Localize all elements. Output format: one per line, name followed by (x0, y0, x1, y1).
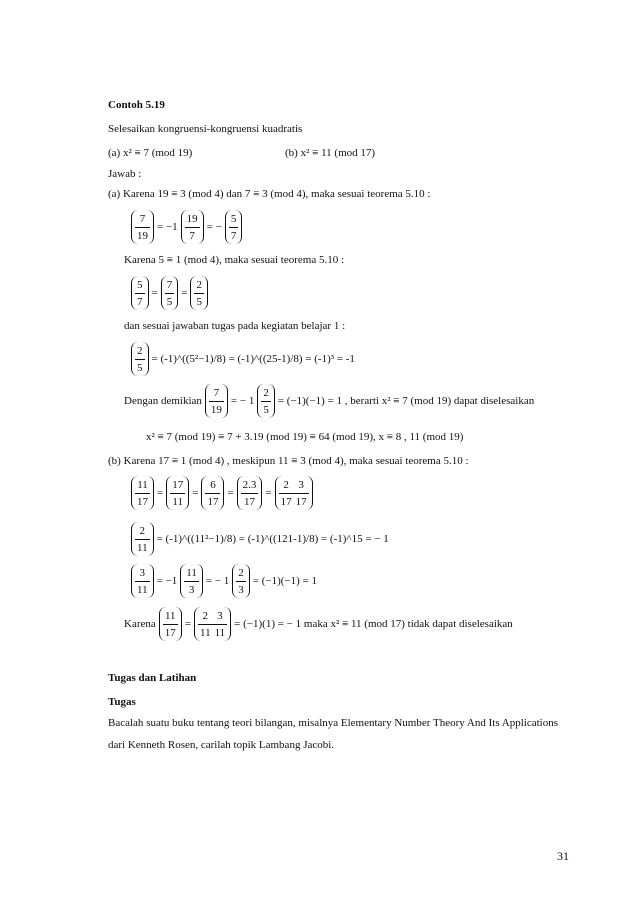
example-heading: Contoh 5.19 (108, 99, 165, 111)
problem-b: (b) x² ≡ 11 (mod 17) (285, 147, 376, 159)
page-number: 31 (557, 849, 569, 863)
part-a-line: (a) Karena 19 ≡ 3 (mod 4) dan 7 ≡ 3 (mod 4), maka sesuai teorema 5.10 : (108, 188, 431, 200)
conclusion-a: Dengan demikian $\frac{7}{19}$ = − 1 $\frac{2}{5}$ = (−1)(−1) = 1 , berarti x² ≡ 7 (mod 19) dapat diselesaikan (124, 384, 534, 418)
legendre-eq-4: $\frac{11}{17}$ = $\frac{17}{11}$ = $\frac{6}{17}$ = $\frac{2.3}{17}$ = $\frac{2}{17}$ $\frac{3}{17}$ (131, 476, 313, 510)
intro-text: Selesaikan kongruensi-kongruensi kuadratis (108, 123, 303, 135)
tugas-paragraph: Bacalah suatu buku tentang teori bilangan, misalnya Elementary Number Theory And Its Applications dari Kenneth Rosen, carilah topik Lambang Jacobi. (108, 717, 558, 751)
legendre-eq-1: $\frac{7}{19}$ = −1 $\frac{19}{7}$ = − $\frac{5}{7}$ (131, 210, 242, 244)
answer-label: Jawab : (108, 168, 142, 180)
part-b-line: (b) Karena 17 ≡ 1 (mod 4) , meskipun 11 ≡ 3 (mod 4), maka sesuai teorema 5.10 : (108, 455, 469, 467)
problem-a: (a) x² ≡ 7 (mod 19) (108, 147, 193, 159)
section-heading-tugas: Tugas (108, 696, 136, 708)
karena-line-1: Karena 5 ≡ 1 (mod 4), maka sesuai teorema 5.10 : (124, 254, 345, 266)
legendre-eq-6: $\frac{3}{11}$ = −1 $\frac{11}{3}$ = − 1 $\frac{2}{3}$ = (−1)(−1) = 1 (131, 564, 317, 598)
conclusion-b: Karena $\frac{11}{17}$ = $\frac{2}{11}$ $\frac{3}{11}$ = (−1)(1) = − 1 maka x² ≡ 11 (mod 17) tidak dapat diselesaikan (124, 607, 513, 641)
tugas-ref-line: dan sesuai jawaban tugas pada kegiatan belajar 1 : (124, 320, 346, 332)
section-heading-tugas-latihan: Tugas dan Latihan (108, 672, 197, 684)
legendre-eq-5: $\frac{2}{11}$ = (-1)^((11²−1)/8) = (-1)^((121-1)/8) = (-1)^15 = − 1 (131, 522, 389, 556)
solution-a: x² ≡ 7 (mod 19) ≡ 7 + 3.19 (mod 19) ≡ 64 (mod 19), x ≡ 8 , 11 (mod 19) (146, 431, 464, 443)
legendre-eq-2: $\frac{5}{7}$ = $\frac{7}{5}$ = $\frac{2}{5}$ (131, 276, 208, 310)
legendre-eq-3: $\frac{2}{5}$ = (-1)^((5²−1)/8) = (-1)^((25-1)/8) = (-1)³ = -1 (131, 342, 355, 376)
